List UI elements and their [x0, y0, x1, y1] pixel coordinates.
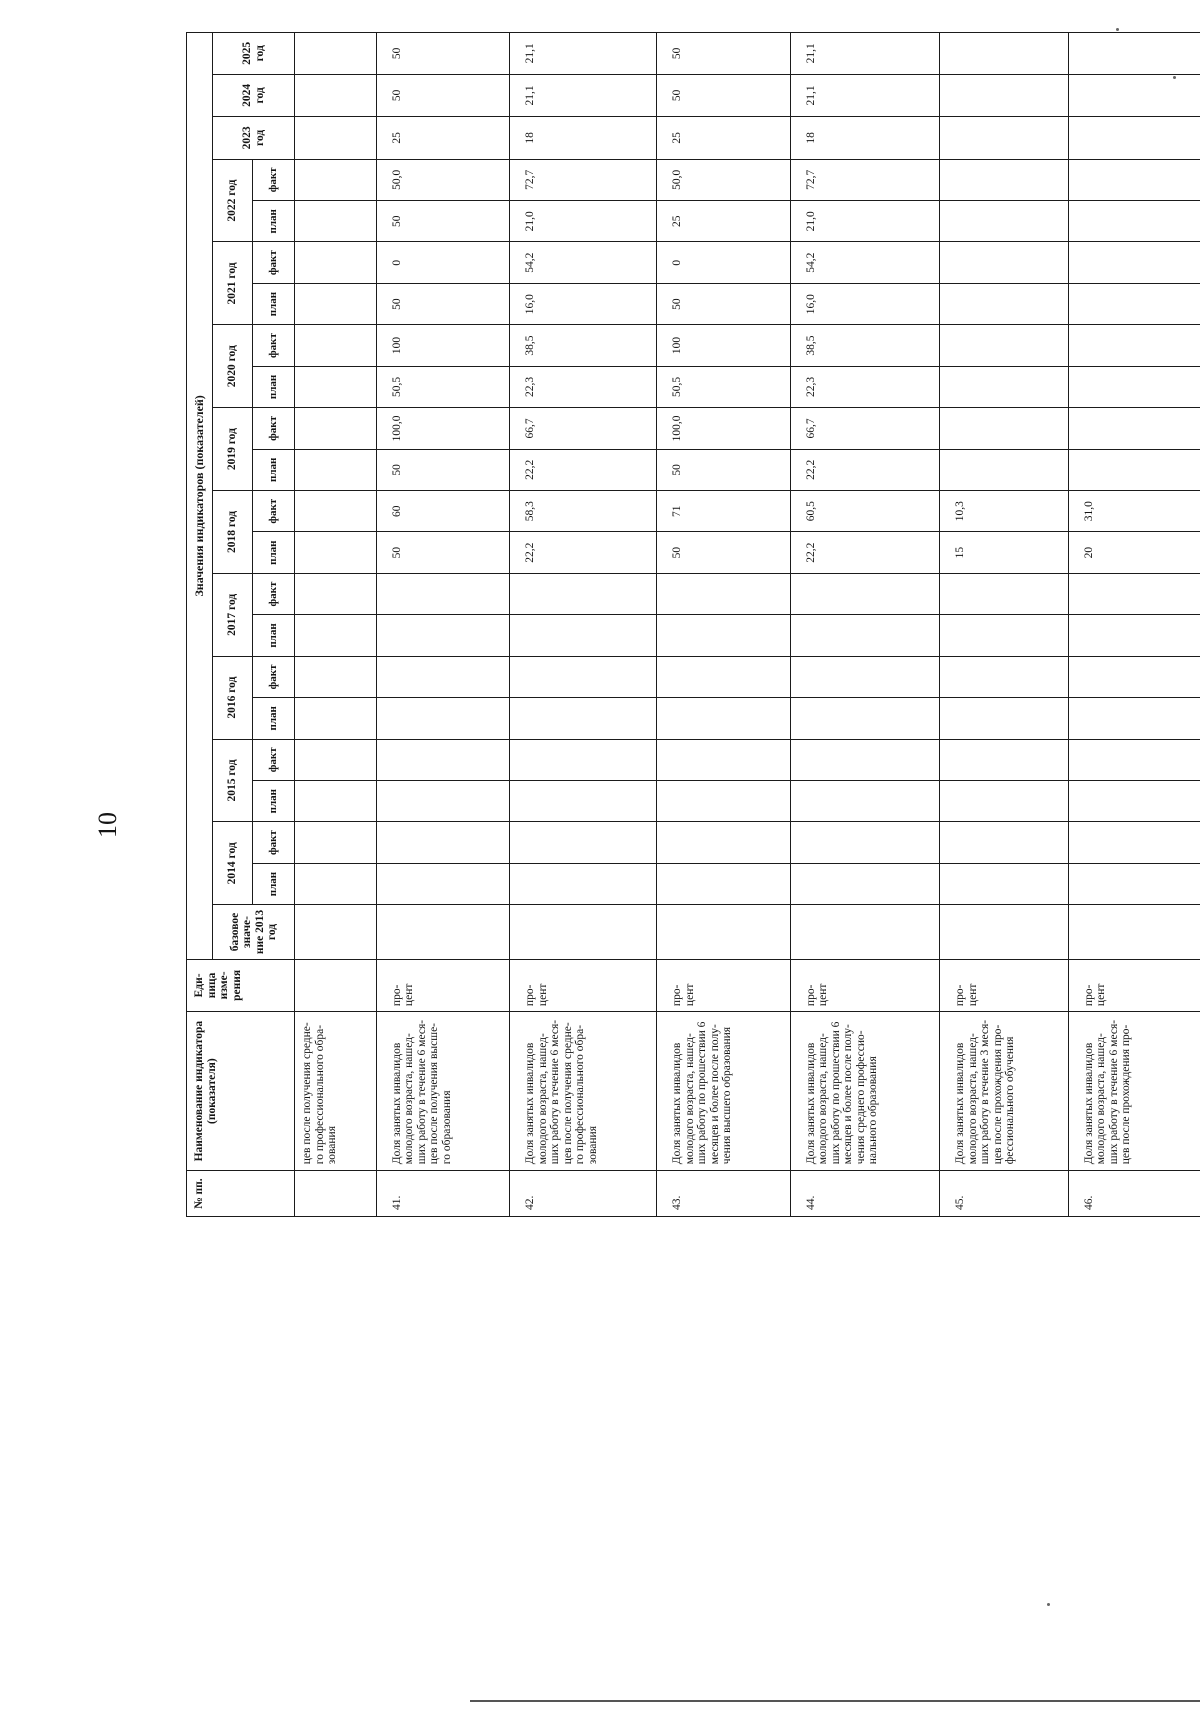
value-cell [295, 532, 377, 573]
value-cell: 54,2 [790, 242, 940, 283]
value-cell [940, 573, 1069, 614]
value-cell [940, 117, 1069, 160]
value-cell [1068, 780, 1200, 821]
value-cell [940, 201, 1069, 242]
value-cell: 20 [1068, 532, 1200, 573]
value-cell [295, 366, 377, 407]
value-cell [295, 656, 377, 697]
value-cell [295, 283, 377, 324]
value-cell: 50 [376, 201, 509, 242]
value-cell [790, 656, 940, 697]
value-cell: 21,0 [510, 201, 657, 242]
value-cell [1068, 822, 1200, 863]
header-name: Наименование индикатора (показателя) [187, 1012, 295, 1171]
value-cell [295, 74, 377, 117]
table-row [510, 33, 657, 1217]
value-cell [657, 739, 790, 780]
header-plan: план [253, 532, 295, 573]
header-group-title: Значения индикаторов (показателей) [187, 33, 213, 960]
scan-speck [1173, 76, 1176, 79]
value-cell: 50,5 [376, 366, 509, 407]
value-cell [940, 74, 1069, 117]
value-cell [376, 780, 509, 821]
value-cell [295, 615, 377, 656]
unit-of-measure: про-цент [940, 959, 1069, 1011]
base-value-cell [940, 905, 1069, 960]
value-cell [510, 615, 657, 656]
value-cell [940, 739, 1069, 780]
value-cell [1068, 739, 1200, 780]
value-cell [295, 117, 377, 160]
value-cell: 0 [376, 242, 509, 283]
value-cell: 22,2 [790, 532, 940, 573]
header-plan: план [253, 449, 295, 490]
value-cell [790, 822, 940, 863]
value-cell [510, 863, 657, 904]
value-cell: 25 [376, 117, 509, 160]
value-cell [1068, 74, 1200, 117]
value-cell: 60 [376, 491, 509, 532]
unit-of-measure: про-цент [510, 959, 657, 1011]
value-cell: 25 [657, 201, 790, 242]
header-no: № пп. [187, 1171, 295, 1217]
value-cell: 50 [657, 74, 790, 117]
row-number: 41. [376, 1171, 509, 1217]
value-cell: 38,5 [510, 325, 657, 366]
value-cell [1068, 863, 1200, 904]
value-cell: 60,5 [790, 491, 940, 532]
unit-of-measure: про-цент [790, 959, 940, 1011]
value-cell: 16,0 [510, 283, 657, 324]
value-cell [510, 822, 657, 863]
value-cell [1068, 656, 1200, 697]
header-fact: факт [253, 325, 295, 366]
value-cell: 66,7 [790, 408, 940, 449]
header-year: 2014 год [213, 822, 253, 905]
row-number [295, 1171, 377, 1217]
indicator-name: Доля занятых инвалидов молодого возраста, нашед-ших работу в течение 6 меся-цев после получения высше-го образования [376, 1012, 509, 1171]
value-cell [376, 615, 509, 656]
value-cell [1068, 159, 1200, 200]
value-cell: 50 [376, 33, 509, 75]
value-cell [510, 573, 657, 614]
value-cell [295, 408, 377, 449]
value-cell [790, 863, 940, 904]
value-cell [940, 283, 1069, 324]
value-cell: 50,0 [376, 159, 509, 200]
scan-speck [1047, 1603, 1050, 1606]
value-cell [510, 656, 657, 697]
indicator-name: Доля занятых инвалидов молодого возраста, нашед-ших работу по прошествии 6 месяцев и более после полу-чения среднего профессио-нального образования [790, 1012, 940, 1171]
value-cell [295, 325, 377, 366]
value-cell: 21,1 [790, 74, 940, 117]
value-cell [1068, 33, 1200, 75]
value-cell: 54,2 [510, 242, 657, 283]
value-cell [940, 822, 1069, 863]
header-fact: факт [253, 242, 295, 283]
base-value-cell [295, 905, 377, 960]
value-cell [940, 780, 1069, 821]
value-cell [940, 33, 1069, 75]
row-number: 42. [510, 1171, 657, 1217]
value-cell [940, 408, 1069, 449]
value-cell: 21,0 [790, 201, 940, 242]
header-year: 2022 год [213, 159, 253, 242]
header-plan: план [253, 863, 295, 904]
value-cell [295, 780, 377, 821]
indicator-name: Доля занятых инвалидов молодого возраста, нашед-ших работу в течение 6 меся-цев после получения средне-го профессионального обра-зования [510, 1012, 657, 1171]
header-year: 2021 год [213, 242, 253, 325]
value-cell [295, 822, 377, 863]
header-fact: факт [253, 573, 295, 614]
header-plan: план [253, 698, 295, 739]
header-fact: факт [253, 159, 295, 200]
header-fact: факт [253, 656, 295, 697]
value-cell: 50 [376, 283, 509, 324]
row-number: 45. [940, 1171, 1069, 1217]
value-cell: 50 [657, 449, 790, 490]
value-cell [657, 573, 790, 614]
value-cell [1068, 117, 1200, 160]
value-cell [790, 780, 940, 821]
header-plan: план [253, 780, 295, 821]
header-plan: план [253, 615, 295, 656]
value-cell: 21,1 [790, 33, 940, 75]
header-year: 2025 год [213, 33, 295, 75]
value-cell [940, 615, 1069, 656]
value-cell [657, 780, 790, 821]
table-row [940, 33, 1069, 1217]
header-plan: план [253, 201, 295, 242]
value-cell [295, 863, 377, 904]
table-header [187, 33, 295, 1217]
value-cell [376, 863, 509, 904]
scan-speck [1116, 28, 1119, 31]
value-cell: 58,3 [510, 491, 657, 532]
value-cell: 71 [657, 491, 790, 532]
row-number: 46. [1068, 1171, 1200, 1217]
unit-of-measure: про-цент [1068, 959, 1200, 1011]
table-body [295, 33, 1200, 1217]
header-year: 2020 год [213, 325, 253, 408]
value-cell [940, 698, 1069, 739]
value-cell [376, 573, 509, 614]
value-cell [657, 822, 790, 863]
value-cell: 21,1 [510, 74, 657, 117]
row-number: 43. [657, 1171, 790, 1217]
base-value-cell [790, 905, 940, 960]
value-cell: 100,0 [657, 408, 790, 449]
value-cell [1068, 615, 1200, 656]
value-cell [295, 491, 377, 532]
value-cell [940, 656, 1069, 697]
value-cell [510, 698, 657, 739]
value-cell [1068, 573, 1200, 614]
value-cell: 50 [657, 532, 790, 573]
value-cell [940, 242, 1069, 283]
row-number: 44. [790, 1171, 940, 1217]
value-cell [295, 159, 377, 200]
table-row [376, 33, 509, 1217]
unit-of-measure: про-цент [376, 959, 509, 1011]
value-cell [295, 573, 377, 614]
value-cell: 72,7 [510, 159, 657, 200]
rotated-table-wrapper [186, 32, 1200, 1217]
value-cell [1068, 408, 1200, 449]
header-year: 2016 год [213, 656, 253, 739]
value-cell [376, 739, 509, 780]
header-year: 2019 год [213, 408, 253, 491]
value-cell [940, 325, 1069, 366]
value-cell: 21,1 [510, 33, 657, 75]
value-cell [790, 698, 940, 739]
value-cell: 50,5 [657, 366, 790, 407]
value-cell: 22,3 [510, 366, 657, 407]
value-cell [657, 615, 790, 656]
value-cell: 18 [790, 117, 940, 160]
header-fact: факт [253, 491, 295, 532]
value-cell [1068, 283, 1200, 324]
value-cell: 38,5 [790, 325, 940, 366]
value-cell [376, 698, 509, 739]
value-cell: 50 [376, 74, 509, 117]
header-year: 2017 год [213, 573, 253, 656]
value-cell [1068, 242, 1200, 283]
value-cell [940, 863, 1069, 904]
value-cell: 22,3 [790, 366, 940, 407]
value-cell [510, 739, 657, 780]
bottom-scan-rule [470, 1700, 1200, 1702]
value-cell [1068, 366, 1200, 407]
value-cell: 22,2 [510, 532, 657, 573]
value-cell [295, 449, 377, 490]
value-cell [1068, 325, 1200, 366]
table-row [1068, 33, 1200, 1217]
value-cell [295, 33, 377, 75]
value-cell [790, 573, 940, 614]
value-cell [657, 656, 790, 697]
value-cell: 50 [657, 283, 790, 324]
value-cell [295, 242, 377, 283]
base-value-cell [510, 905, 657, 960]
value-cell: 100 [657, 325, 790, 366]
header-year: 2018 год [213, 491, 253, 574]
value-cell [1068, 698, 1200, 739]
header-year: 2023 год [213, 117, 295, 160]
header-year: 2015 год [213, 739, 253, 822]
indicator-name: Доля занятых инвалидов молодого возраста, нашед-ших работу в течение 6 меся-цев после прохождения про- [1068, 1012, 1200, 1171]
unit-of-measure: про-цент [657, 959, 790, 1011]
value-cell [657, 698, 790, 739]
indicator-name: цев после получения средне-го профессионального обра-зования [295, 1012, 377, 1171]
base-value-cell [376, 905, 509, 960]
value-cell [376, 656, 509, 697]
value-cell: 10,3 [940, 491, 1069, 532]
value-cell: 25 [657, 117, 790, 160]
value-cell: 22,2 [510, 449, 657, 490]
value-cell [510, 780, 657, 821]
unit-of-measure [295, 959, 377, 1011]
indicator-name: Доля занятых инвалидов молодого возраста, нашед-ших работу по прошествии 6 месяцев и более после полу-чения высшего образования [657, 1012, 790, 1171]
value-cell: 15 [940, 532, 1069, 573]
value-cell [1068, 201, 1200, 242]
header-unit: Еди-ница изме-рения [187, 959, 295, 1011]
value-cell [1068, 449, 1200, 490]
value-cell: 18 [510, 117, 657, 160]
value-cell [376, 822, 509, 863]
value-cell: 66,7 [510, 408, 657, 449]
value-cell: 50,0 [657, 159, 790, 200]
header-fact: факт [253, 408, 295, 449]
table-row [657, 33, 790, 1217]
value-cell [790, 739, 940, 780]
value-cell [295, 698, 377, 739]
header-base-value: базовое значе-ние 2013 год [213, 905, 295, 960]
table-row [295, 33, 377, 1217]
value-cell: 0 [657, 242, 790, 283]
value-cell: 50 [376, 449, 509, 490]
header-fact: факт [253, 822, 295, 863]
value-cell [940, 449, 1069, 490]
base-value-cell [657, 905, 790, 960]
value-cell [295, 739, 377, 780]
value-cell: 72,7 [790, 159, 940, 200]
table-row [790, 33, 940, 1217]
value-cell [940, 159, 1069, 200]
indicators-table [186, 32, 1200, 1217]
page-number: 10 [93, 812, 122, 838]
value-cell [790, 615, 940, 656]
value-cell: 31,0 [1068, 491, 1200, 532]
header-year: 2024 год [213, 74, 295, 117]
value-cell [657, 863, 790, 904]
indicator-name: Доля занятых инвалидов молодого возраста, нашед-ших работу в течение 3 меся-цев после прохождения про-фессионального обучения [940, 1012, 1069, 1171]
header-plan: план [253, 283, 295, 324]
value-cell: 50 [657, 33, 790, 75]
header-fact: факт [253, 739, 295, 780]
base-value-cell [1068, 905, 1200, 960]
value-cell [295, 201, 377, 242]
value-cell: 22,2 [790, 449, 940, 490]
value-cell: 16,0 [790, 283, 940, 324]
value-cell: 50 [376, 532, 509, 573]
value-cell [940, 366, 1069, 407]
value-cell: 100 [376, 325, 509, 366]
value-cell: 100,0 [376, 408, 509, 449]
header-plan: план [253, 366, 295, 407]
